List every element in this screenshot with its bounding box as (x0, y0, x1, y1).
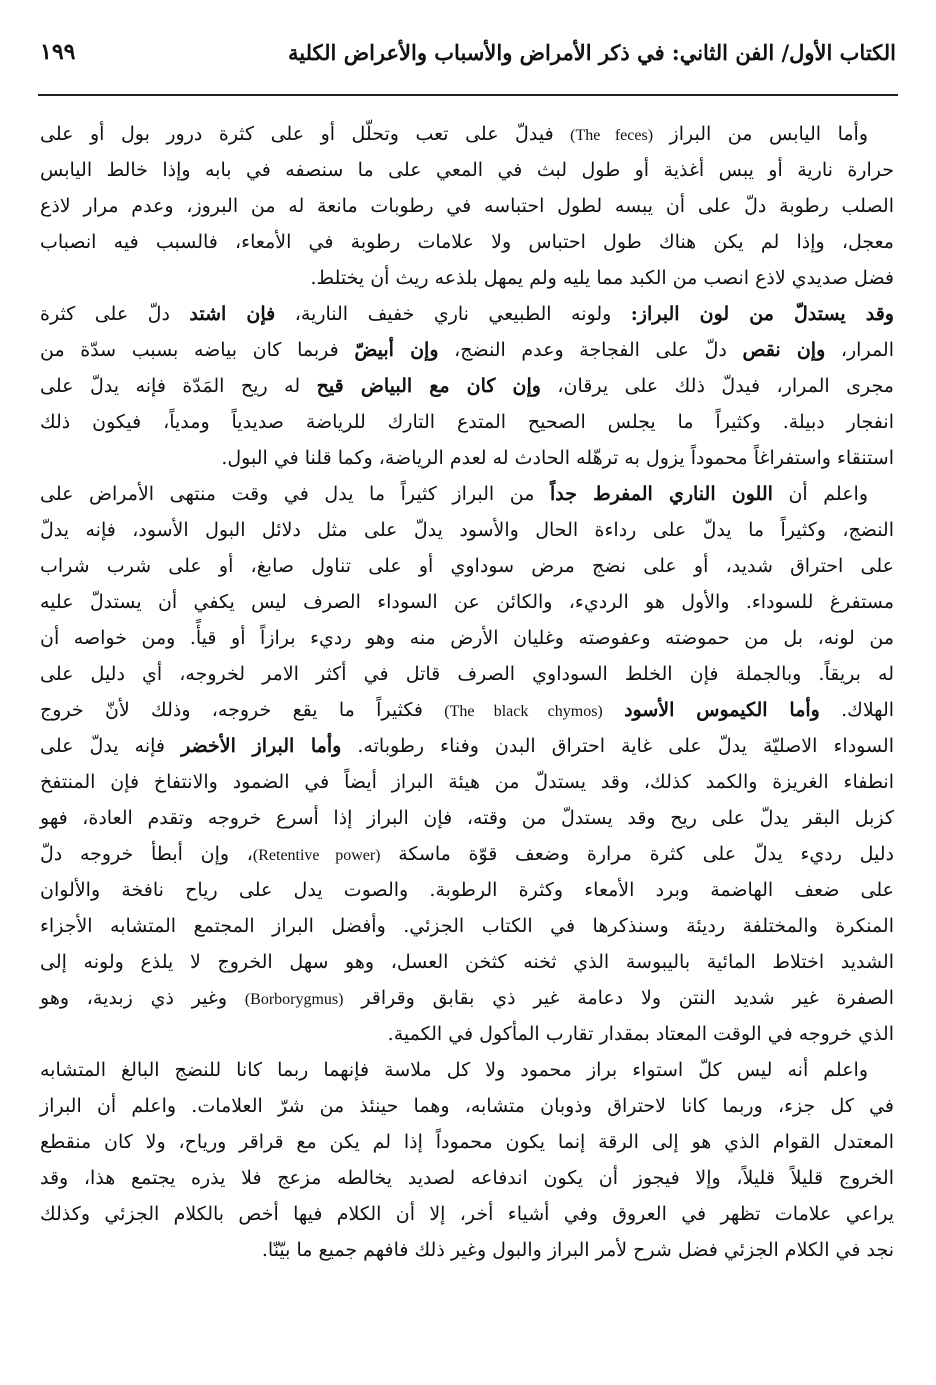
text-segment: وغير ذي زبدية، وهو (40, 987, 245, 1009)
text-line (40, 1160, 894, 1196)
text-segment: على ضعف الهاضمة وبرد الأمعاء وكثرة الرطوبة. والصوت يدل على رياح نافخة والألوان (40, 879, 894, 901)
body-text (40, 116, 894, 1268)
bold-term: فإن اشتد (189, 303, 276, 325)
text-segment: السوداء الاصليّة يدلّ على غاية احتراق البدن وفناء رطوباته. (341, 735, 894, 757)
text-line (40, 872, 894, 908)
page-number: ١٩٩ (40, 39, 76, 65)
text-line (40, 440, 894, 476)
bold-term: وأما الكيموس الأسود (624, 699, 820, 721)
text-segment: الهلاك. (819, 699, 895, 721)
text-line (40, 476, 894, 512)
english-term: (Retentive power) (252, 847, 381, 864)
text-line (40, 548, 894, 584)
text-segment: فكثيراً ما يقع خروجه، وذلك لأنّ خروج (40, 699, 445, 721)
bold-term: وإن نقص (742, 339, 826, 361)
text-segment: دلّ على الفجاجة وعدم النضج، (438, 339, 743, 361)
text-segment: حرارة نارية أو يبس أغذية أو طول لبث في المعي على ما سنصفه في بابه وإذا خالط اليابس (40, 159, 894, 181)
text-line (40, 260, 894, 296)
text-segment: دلّ على كثرة (40, 303, 190, 325)
text-segment (603, 699, 624, 721)
bold-term: اللون الناري المفرط جداً (549, 483, 773, 505)
text-line (40, 728, 894, 764)
text-line (40, 1124, 894, 1160)
text-segment: كزبل البقر يدلّ على ريح وقد يستدلّ من وقته، فإن البراز إذا أسرع خروجه وتقدم العادة، فهو (40, 807, 894, 829)
text-segment: انفجار دبيلة. وكثيراً ما يجلس الصحيح المتدع التارك للرياضة صديدياً ومدياً، فيكون ذلك (40, 411, 894, 433)
text-line (40, 1232, 894, 1268)
text-segment: نجد في الكلام الجزئي فضل شرح لأمر البراز والبول وغير ذلك فافهم جميع ما بيّنّا. (261, 1239, 894, 1261)
text-segment: الشديد اختلاط المائية باليبوسة الذي ثخنه كثخن العسل، وهو سهل الخروج لا يلذع ولونه إلى (40, 951, 894, 973)
text-line (40, 980, 894, 1016)
text-segment: الخروج قليلاً قليلاً، وإلا فيجوز أن يكون اندفاعه لصديد يخالطه مزعج فلا يذره يجتمع هذا، وقد (40, 1167, 894, 1189)
text-line (40, 404, 894, 440)
text-line (40, 764, 894, 800)
text-line (40, 944, 894, 980)
text-line (40, 584, 894, 620)
text-segment: فيدلّ على تعب وتحلّل أو على كثرة درور بول أو على (40, 123, 571, 145)
english-term: (The black chymos) (444, 703, 603, 720)
text-line (40, 800, 894, 836)
text-line (40, 1088, 894, 1124)
text-line (40, 1052, 894, 1088)
english-term: (The feces) (570, 127, 654, 144)
bold-term: وإن كان مع البياض قيح (316, 375, 541, 397)
text-segment: ، وإن أبطأ خروجه دلّ (40, 843, 253, 865)
text-segment: معجل، وإذا لم يكن هناك طول احتباس ولا علامات رطوبة في الأمعاء، فالسبب فيه انصباب (40, 231, 894, 253)
text-segment: المرار، (825, 339, 894, 361)
text-segment: من لونه، بل من حموضته وعفوصته وغليان الأرض منه وهو رديء برازاً أو قيأً. ومن خواصه أن (40, 627, 894, 649)
text-line (40, 512, 894, 548)
running-header (40, 30, 896, 74)
text-line (40, 152, 894, 188)
text-segment: الصفرة غير شديد النتن ولا دعامة غير ذي بقابق وقراقر (343, 987, 895, 1009)
text-segment: في كل جزء، وربما كانا لاحتراق وذوبان متشابه، وهما حينئذ من شرّ العلامات. واعلم أن البراز (40, 1095, 894, 1117)
text-segment: فإنه يدلّ على (40, 735, 182, 757)
text-segment: الذي خروجه في الوقت المعتاد بمقدار تقارب المأكول في الكمية. (387, 1023, 894, 1045)
text-segment: فضل صديدي لاذع انصب من الكبد مما يليه ولم يمهل بلذعه ريث أن يختلط. (310, 267, 894, 289)
text-segment: يراعي علامات تظهر في العروق وفي أشياء أخر، إلا أن الكلام فيها أخص بالكلام الجزئي وكذلك (40, 1203, 894, 1225)
header-rule (38, 94, 898, 96)
text-line (40, 656, 894, 692)
text-segment: واعلم أنه ليس كلّ استواء براز محمود ولا كل ملاسة فإنهما ربما كانا للنضج البالغ المتشابه (40, 1059, 868, 1081)
bold-term: وأما البراز الأخضر (181, 735, 342, 757)
running-title: الكتاب الأول/ الفن الثاني: في ذكر الأمراض والأسباب والأعراض الكلية (288, 39, 896, 65)
text-line (40, 908, 894, 944)
bold-term: وإن أبيضّ (354, 339, 439, 361)
text-line (40, 1196, 894, 1232)
text-segment: الصلب رطوبة دلّ على أن يبسه لطول احتباسه في رطوبات مانعة له من البروز، وعدم مرار لاذع (40, 195, 894, 217)
text-segment: مستفرغ للسوداء. والأول هو الرديء، والكائن عن السوداء الصرف ليس يكفي أن يستدلّ عليه (40, 591, 894, 613)
text-line (40, 1016, 894, 1052)
text-segment: مجرى المرار، فيدلّ ذلك على يرقان، (540, 375, 894, 397)
text-line (40, 224, 894, 260)
english-term: (Borborygmus) (244, 991, 344, 1008)
text-segment: النضج، وكثيراً ما يدلّ على رداءة الحال والأسود يدلّ على مثل دلائل البول الأسود، فإنه يدلّ (40, 519, 894, 541)
text-segment: انطفاء الغريزة والكمد كذلك، وقد يستدلّ من هيئة البراز أيضاً في الضمود والانتفاخ فإن المنتفخ (40, 771, 894, 793)
bold-term: وقد يستدلّ من لون البراز: (630, 303, 894, 325)
text-segment: واعلم أن (772, 483, 868, 505)
text-segment: ولونه الطبيعي ناري خفيف النارية، (275, 303, 631, 325)
text-segment: المنكرة والمختلفة رديئة وسنذكرها في الكتاب الجزئي. وأفضل البراز المجتمع المتشابه الأجزاء (40, 915, 894, 937)
text-line (40, 296, 894, 332)
text-line (40, 836, 894, 872)
text-segment: له ريح المَدّة فإنه يدلّ على (40, 375, 317, 397)
text-line (40, 620, 894, 656)
text-segment: من البراز كثيراً ما يدل في وقت منتهى الأمراض على (40, 483, 550, 505)
text-segment: على احتراق شديد، أو على نضج مرض سوداوي أو على تناول صابغ، أو على شرب شراب (40, 555, 894, 577)
text-line (40, 368, 894, 404)
text-segment: استنقاء واستفراغاً محموداً يزول به ترهّله الحادث له لعدم الرياضة، وكما قلنا في البول. (221, 447, 894, 469)
text-segment: فربما كان بياضه بسبب سدّة من (40, 339, 355, 361)
text-segment: دليل رديء يدلّ على كثرة مرارة وضعف قوّة ماسكة (380, 843, 895, 865)
text-line (40, 692, 894, 728)
text-segment: وأما اليابس من البراز (653, 123, 869, 145)
text-segment: المعتدل القوام الذي هو إلى الرقة إنما يكون محموداً إذا لم يكن مع قراقر ورياح، ولا كان منقطع (40, 1131, 894, 1153)
text-line (40, 188, 894, 224)
text-line (40, 116, 894, 152)
text-segment: له بريقاً. وبالجملة فإن الخلط السوداوي الصرف قاتل في أكثر الامر لخروجه، أي دليل على (40, 663, 894, 685)
text-line (40, 332, 894, 368)
